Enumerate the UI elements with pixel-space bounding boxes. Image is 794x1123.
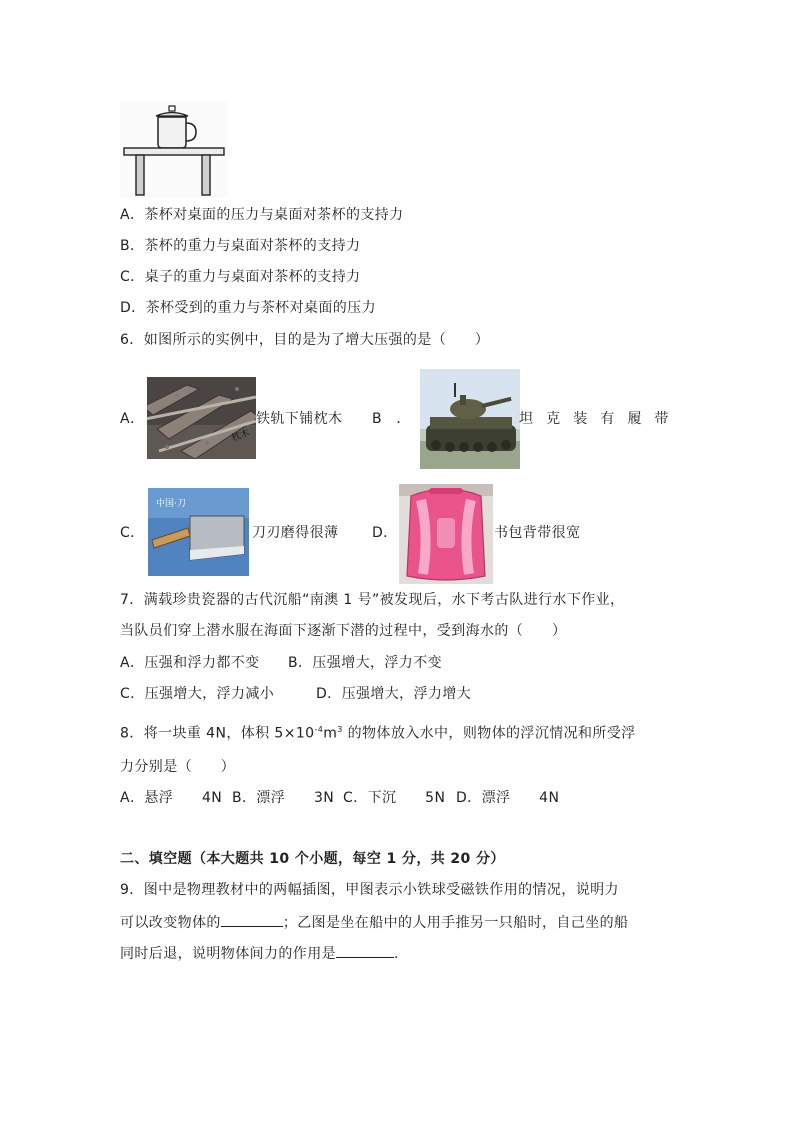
teacup-on-table-figure [120,100,228,198]
q8-stem-line2: 力分别是（ ） [120,759,236,775]
q6-option-d-text: 书包背带很宽 [494,525,581,541]
q6-option-c-letter: C． [120,525,145,541]
q5-option-b: B．茶杯的重力与桌面对茶杯的支持力 [120,238,361,254]
q9-stem-line1: 9．图中是物理教材中的两幅插图，甲图表示小铁球受磁铁作用的情况，说明力 [120,882,619,898]
q9-answer-blank-2[interactable] [336,943,394,958]
q6-option-c-text: 刀刃磨得很薄 [252,525,339,541]
tank-photo [420,369,520,469]
q8-line1-after: 的物体放入水中，则物体的浮沉情况和所受浮 [342,725,636,742]
q6-option-d-letter: D． [372,525,398,541]
q6-option-b-letter: B ． [372,411,411,427]
q9-line3-before: 同时后退，说明物体间力的作用是 [120,946,336,962]
q7-stem-line2: 当队员们穿上潜水服在海面下逐渐下潜的过程中，受到海水的（ ） [120,623,567,639]
q8-option-b: B．漂浮 3N [232,790,335,806]
q8-exponent-1: -4 [314,725,324,734]
q8-line1-unit: m [323,725,338,742]
q8-option-c: C．下沉 5N [343,790,446,806]
q7-option-a: A．压强和浮力都不变 [120,655,260,671]
rail-photo-caption: 枕木 [230,428,251,444]
knife-photo [148,488,249,576]
q6-option-b-text [519,409,669,429]
q8-line1-before: 8．将一块重 4N，体积 5×10 [120,725,315,742]
q6-option-a-text: 铁轨下铺枕木 [256,411,343,427]
q7-stem-line1: 7．满载珍贵瓷器的古代沉船“南澳 1 号”被发现后，水下考古队进行水下作业， [120,592,625,608]
q9-stem-line3 [120,943,399,964]
q9-line3-after: . [394,946,399,962]
q7-option-b: B．压强增大，浮力不变 [288,655,443,671]
q6-b-char-4: 有 [600,411,615,427]
q5-option-a: A．茶杯对桌面的压力与桌面对茶杯的支持力 [120,207,404,223]
q9-line2-after: ；乙图是坐在船中的人用手推另一只船时，自己坐的船 [282,915,629,931]
q9-answer-blank-1[interactable] [221,912,283,927]
q7-option-d: D．压强增大，浮力增大 [316,686,472,702]
q6-b-char-1: 坦 [519,411,534,427]
q6-stem: 6．如图所示的实例中，目的是为了增大压强的是（ ） [120,332,490,348]
q6-b-char-6: 带 [654,411,669,427]
q8-stem-line1 [120,720,636,744]
q9-stem-line2 [120,912,628,933]
schoolbag-photo [399,484,493,584]
knife-photo-caption: 中国·刀 [156,499,186,509]
q6-option-a-letter: A． [120,411,145,427]
q5-option-d: D．茶杯受到的重力与茶杯对桌面的压力 [120,300,376,316]
q7-option-c: C．压强增大，浮力减小 [120,686,275,702]
railway-sleepers-photo [147,377,256,459]
q6-b-char-5: 履 [627,411,642,427]
q5-option-c: C．桌子的重力与桌面对茶杯的支持力 [120,269,361,285]
q8-option-d: D．漂浮 4N [456,790,560,806]
q8-option-a: A．悬浮 4N [120,790,223,806]
q6-b-char-2: 克 [546,411,561,427]
q9-line2-before: 可以改变物体的 [120,915,221,931]
q8-exponent-2: 3 [337,725,343,734]
q6-b-char-3: 装 [573,411,588,427]
section-heading: 二、填空题（本大题共 10 个小题，每空 1 分，共 20 分） [120,851,505,867]
